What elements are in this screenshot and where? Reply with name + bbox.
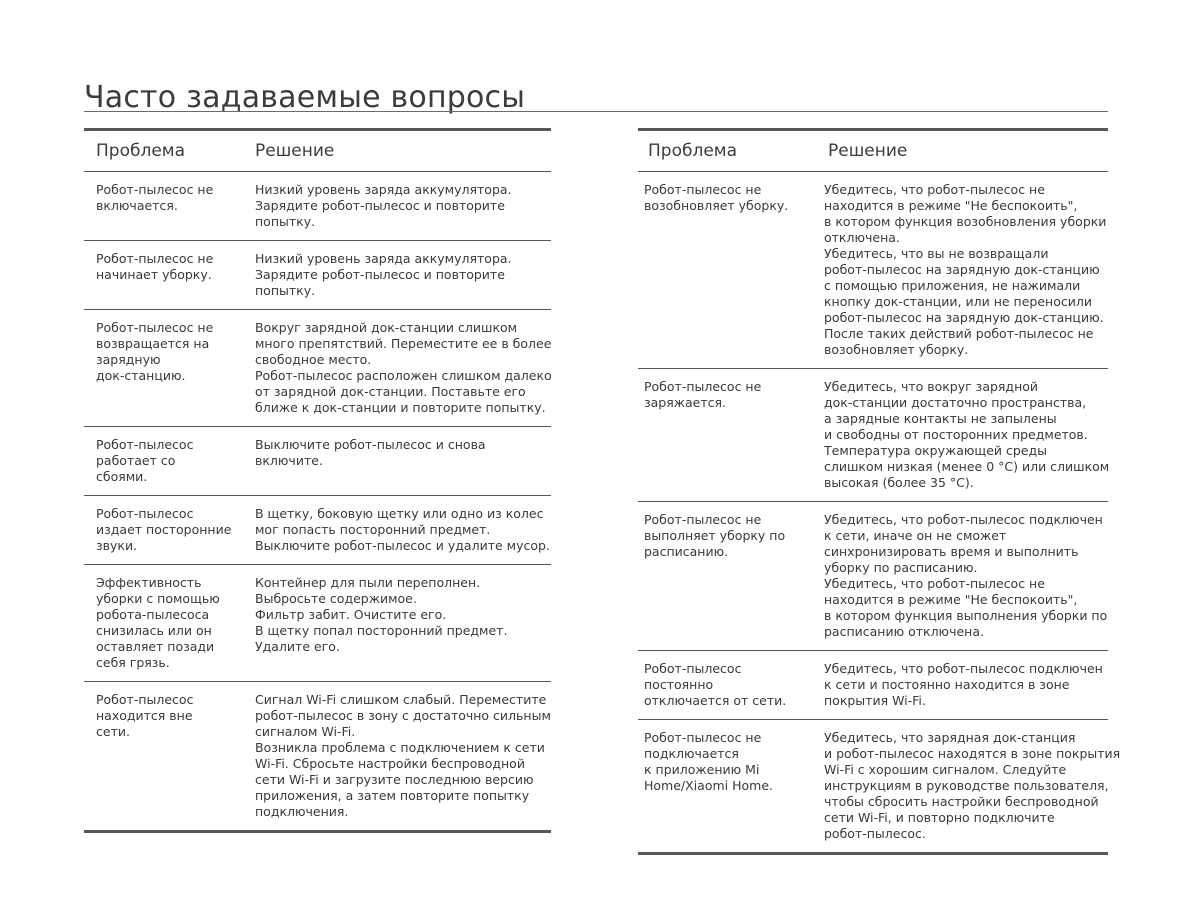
problem-cell (638, 651, 818, 720)
solution-text-line: попытку. (255, 214, 316, 229)
solution-text-line: Выключите робот-пылесос и удалите мусор. (255, 538, 550, 553)
problem-text-line: включается. (96, 198, 178, 213)
problem-cell (638, 502, 818, 651)
problem-text-line: Робот-пылесос не (644, 730, 762, 745)
solution-cell (243, 682, 551, 832)
solution-text-line: отключена. (824, 230, 900, 245)
problem-text-line: Эффективность (96, 575, 202, 590)
problem-text-line: звуки. (96, 538, 138, 553)
table-row (638, 720, 1108, 854)
faq-table-left (84, 128, 551, 833)
problem-text-line: уборки с помощью (96, 591, 220, 606)
problem-text-line: себя грязь. (96, 655, 170, 670)
solution-text-line: Зарядите робот-пылесос и повторите (255, 198, 505, 213)
solution-text-line: Убедитесь, что вокруг зарядной (824, 379, 1039, 394)
solution-text-line: подключения. (255, 804, 349, 819)
solution-text-line: в котором функция выполнения уборки по (824, 608, 1108, 623)
problem-cell (84, 496, 243, 565)
problem-text-line: начинает уборку. (96, 267, 212, 282)
problem-cell (84, 172, 243, 241)
problem-cell (638, 172, 818, 369)
table-row (84, 241, 551, 310)
problem-text-line: сети. (96, 724, 130, 739)
solution-text-line: от зарядной док-станции. Поставьте его (255, 384, 526, 399)
problem-text-line: робота-пылесоса (96, 607, 210, 622)
solution-text-line: Сигнал Wi-Fi слишком слабый. Переместите (255, 692, 547, 707)
solution-text-line: инструкциям в руководстве пользователя, (824, 778, 1109, 793)
problem-text-line: заряжается. (644, 395, 727, 410)
table-row (638, 172, 1108, 369)
problem-header: Проблема (638, 130, 818, 172)
solution-text-line: сети Wi-Fi и загрузите последнюю версию (255, 772, 534, 787)
table-row (638, 369, 1108, 502)
problem-text-line: Робот-пылесос (96, 506, 194, 521)
table-row (638, 502, 1108, 651)
solution-text-line: и свободны от посторонних предметов. (824, 427, 1088, 442)
solution-text-line: робот-пылесос на зарядную док-станцию (824, 262, 1100, 277)
solution-text-line: с помощью приложения, не нажимали (824, 278, 1081, 293)
solution-text-line: покрытия Wi-Fi. (824, 693, 926, 708)
solution-text-line: находится в режиме "Не беспокоить", (824, 592, 1078, 607)
solution-text-line: Убедитесь, что робот-пылесос не (824, 576, 1045, 591)
solution-header: Решение (818, 130, 1108, 172)
problem-text-line: постоянно (644, 677, 714, 692)
problem-text-line: расписанию. (644, 544, 729, 559)
solution-text-line: Убедитесь, что робот-пылесос подключен (824, 661, 1103, 676)
problem-text-line: возвращается на (96, 336, 210, 351)
solution-text-line: мог попасть посторонний предмет. (255, 522, 491, 537)
problem-text-line: Робот-пылесос не (644, 512, 762, 527)
solution-text-line: Низкий уровень заряда аккумулятора. (255, 182, 512, 197)
problem-cell (638, 720, 818, 854)
problem-text-line: Робот-пылесос не (96, 251, 214, 266)
solution-text-line: находится в режиме "Не беспокоить", (824, 198, 1078, 213)
solution-text-line: а зарядные контакты не запылены (824, 411, 1057, 426)
problem-text-line: оставляет позади (96, 639, 215, 654)
problem-cell (638, 369, 818, 502)
table-row (84, 565, 551, 682)
solution-text-line: расписанию отключена. (824, 624, 984, 639)
solution-cell (818, 172, 1108, 369)
problem-text-line: выполняет уборку по (644, 528, 786, 543)
problem-text-line: отключается от сети. (644, 693, 787, 708)
problem-cell (84, 310, 243, 427)
table-row (84, 172, 551, 241)
solution-text-line: сети Wi-Fi, и повторно подключите (824, 810, 1055, 825)
problem-text-line: Робот-пылесос (96, 437, 194, 452)
problem-cell (84, 565, 243, 682)
problem-text-line: снизилась или он (96, 623, 212, 638)
solution-text-line: сигналом Wi-Fi. (255, 724, 356, 739)
problem-text-line: Робот-пылесос не (96, 320, 214, 335)
title-divider (84, 111, 1108, 112)
solution-text-line: Температура окружающей среды (824, 443, 1048, 458)
solution-text-line: включите. (255, 453, 323, 468)
solution-text-line: кнопку док-станции, или не переносили (824, 294, 1092, 309)
solution-text-line: Возникла проблема с подключением к сети (255, 740, 545, 755)
solution-text-line: много препятствий. Переместите ее в более (255, 336, 552, 351)
problem-text-line: возобновляет уборку. (644, 198, 789, 213)
faq-table-right (638, 128, 1121, 855)
problem-text-line: Робот-пылесос не (644, 182, 762, 197)
solution-text-line: Контейнер для пыли переполнен. (255, 575, 481, 590)
problem-text-line: док-станцию. (96, 368, 186, 383)
problem-cell (84, 682, 243, 832)
solution-cell (243, 172, 551, 241)
solution-text-line: и робот-пылесос находятся в зоне покрытия (824, 746, 1121, 761)
solution-text-line: к сети, иначе он не сможет (824, 528, 1007, 543)
solution-text-line: синхронизировать время и выполнить (824, 544, 1079, 559)
solution-cell (243, 565, 551, 682)
solution-text-line: Робот-пылесос расположен слишком далеко (255, 368, 552, 383)
solution-text-line: В щетку, боковую щетку или одно из колес (255, 506, 544, 521)
solution-text-line: Удалите его. (255, 639, 340, 654)
solution-text-line: к сети и постоянно находится в зоне (824, 677, 1070, 692)
table-row (84, 496, 551, 565)
solution-text-line: приложения, а затем повторите попытку (255, 788, 530, 803)
table-header-row (638, 130, 1108, 172)
solution-text-line: возобновляет уборку. (824, 342, 969, 357)
solution-text-line: робот-пылесос. (824, 826, 926, 841)
solution-cell (243, 496, 551, 565)
problem-text-line: Робот-пылесос не (96, 182, 214, 197)
solution-text-line: док-станции достаточно пространства, (824, 395, 1087, 410)
solution-text-line: Вокруг зарядной док-станции слишком (255, 320, 518, 335)
problem-header: Проблема (84, 130, 243, 172)
solution-header: Решение (243, 130, 551, 172)
solution-cell (818, 720, 1121, 854)
solution-cell (818, 502, 1108, 651)
solution-text-line: в котором функция возобновления уборки (824, 214, 1107, 229)
solution-text-line: Убедитесь, что вы не возвращали (824, 246, 1049, 261)
solution-text-line: Убедитесь, что робот-пылесос не (824, 182, 1045, 197)
page-title: Часто задаваемые вопросы (84, 80, 526, 116)
solution-cell (243, 241, 551, 310)
solution-cell (818, 651, 1108, 720)
solution-text-line: свободное место. (255, 352, 372, 367)
solution-text-line: ближе к док-станции и повторите попытку. (255, 400, 546, 415)
solution-cell (818, 369, 1108, 502)
problem-text-line: Робот-пылесос (96, 692, 194, 707)
solution-text-line: Wi-Fi с хорошим сигналом. Следуйте (824, 762, 1067, 777)
solution-text-line: После таких действий робот-пылесос не (824, 326, 1094, 341)
table-row (84, 310, 551, 427)
problem-text-line: работает со (96, 453, 176, 468)
solution-text-line: робот-пылесос на зарядную док-станцию. (824, 310, 1104, 325)
table-row (638, 651, 1108, 720)
problem-cell (84, 427, 243, 496)
solution-text-line: чтобы сбросить настройки беспроводной (824, 794, 1099, 809)
problem-text-line: сбоями. (96, 469, 148, 484)
solution-text-line: слишком низкая (менее 0 °C) или слишком (824, 459, 1110, 474)
solution-text-line: Выбросьте содержимое. (255, 591, 417, 606)
problem-text-line: Робот-пылесос не (644, 379, 762, 394)
solution-text-line: робот-пылесос в зону с достаточно сильным (255, 708, 551, 723)
problem-text-line: зарядную (96, 352, 161, 367)
solution-text-line: попытку. (255, 283, 316, 298)
solution-text-line: высокая (более 35 °C). (824, 475, 974, 490)
problem-text-line: Home/Xiaomi Home. (644, 778, 773, 793)
table-header-row (84, 130, 551, 172)
solution-cell (243, 427, 551, 496)
solution-text-line: Выключите робот-пылесос и снова (255, 437, 486, 452)
problem-text-line: подключается (644, 746, 739, 761)
problem-cell (84, 241, 243, 310)
table-row (84, 682, 551, 832)
problem-text-line: издает посторонние (96, 522, 232, 537)
solution-text-line: Зарядите робот-пылесос и повторите (255, 267, 505, 282)
solution-text-line: Убедитесь, что зарядная док-станция (824, 730, 1076, 745)
problem-text-line: Робот-пылесос (644, 661, 742, 676)
table-row (84, 427, 551, 496)
solution-text-line: Wi-Fi. Сбросьте настройки беспроводной (255, 756, 525, 771)
problem-text-line: к приложению Mi (644, 762, 760, 777)
solution-text-line: Фильтр забит. Очистите его. (255, 607, 447, 622)
solution-text-line: Низкий уровень заряда аккумулятора. (255, 251, 512, 266)
solution-text-line: В щетку попал посторонний предмет. (255, 623, 508, 638)
solution-text-line: Убедитесь, что робот-пылесос подключен (824, 512, 1103, 527)
solution-cell (243, 310, 551, 427)
solution-text-line: уборку по расписанию. (824, 560, 978, 575)
problem-text-line: находится вне (96, 708, 193, 723)
